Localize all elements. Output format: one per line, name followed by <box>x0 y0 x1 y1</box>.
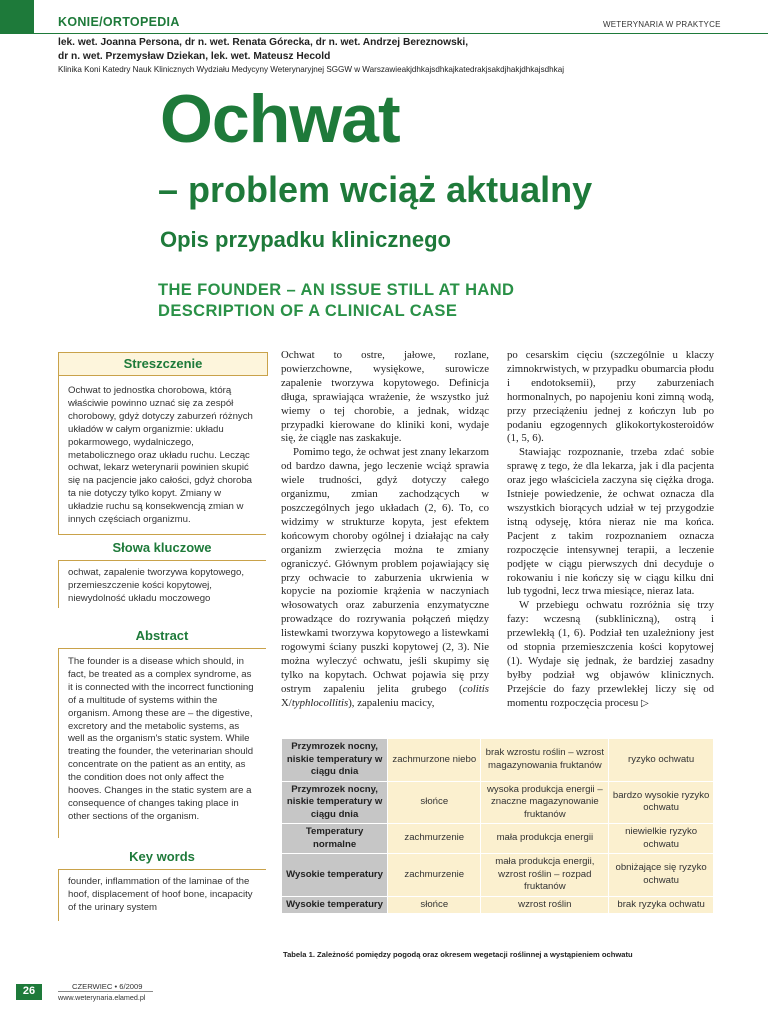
continue-arrow-icon: ▷ <box>641 697 649 709</box>
sidebar-border <box>58 648 59 838</box>
body-paragraph: Stawiając rozpoznanie, trzeba zdać sobie sprawę z tego, że dla lekarza, jak i dla pacjenta oraz jego właściciela zaczyna się ciężka droga. Istnieje powiedzenie, że ochwat oznacza dla wszystkich biorących udział w tej przygodzie istną odyseję, która nieraz nie ma końca. Pacjent z takim rozpoznaniem oznacza rozpoczęcie intensywnej terapii, a leczenie podjęte w ciągu pierwszych dni decyduje o rokowaniu i nie kończy się w ciągu kilku dni lub tygodni, lecz trwa miesiące, nieraz lata. <box>507 446 714 598</box>
slowa-kluczowe-heading: Słowa kluczowe <box>112 540 212 555</box>
body-text: W przebiegu ochwatu rozróżnia się trzy fazy: wczesną (subkliniczną), ostrą i przewlekłą (1, 6). Podział ten uzależniony jest od stopnia przemieszczenia kości kopytowej (1). Wydaje się jednak, że bardziej zasadny byłby podział wg objawów klinicznych. Przejście do fazy przewlekłej liczy się od momentu rozpoczęcia procesu <box>507 599 714 709</box>
weather-founder-table <box>281 738 714 914</box>
sidebar-divider <box>58 560 266 561</box>
article-title: Ochwat <box>160 81 400 157</box>
table-cell: wysoka produkcja energii – znaczne magazynowanie fruktanów <box>481 781 609 824</box>
table-cell: niewielkie ryzyko ochwatu <box>609 824 714 854</box>
issue-date: CZERWIEC • 6/2009 <box>72 982 143 991</box>
journal-url: www.weterynaria.elamed.pl <box>58 993 146 1002</box>
streszczenie-heading: Streszczenie <box>58 352 268 376</box>
table-row <box>282 824 714 854</box>
key-words-heading: Key words <box>129 849 195 864</box>
abstract-text: The founder is a disease which should, in fact, be treated as a complex syndrome, as it is connected with the incorrect functioning of a multitude of systems within the organism. Among these are – the digestive, excretory and the metabolic systems, as well as the organism's static system. While treating the founder, the veterinarian should concentrate on the patient as an entity, as the condition does not only affect the hooves. Changes in the static system are a consequence of changes taking place in other sections of the organism. <box>68 656 254 822</box>
table-cell: zachmurzenie <box>388 824 481 854</box>
row-header: Wysokie temperatury <box>282 896 388 914</box>
italic-term: typhlocollitis <box>291 696 349 709</box>
body-column-1 <box>281 349 489 711</box>
row-header: Przymrozek nocny, niskie temperatury w ciągu dnia <box>282 739 388 782</box>
affiliation: Klinika Koni Katedry Nauk Klinicznych Wydziału Medycyny Weterynaryjnej SGGW w Warszawieakjdhkajsdhkajkatedrakjsakdjhakjdhkajsdhkaj <box>58 65 564 74</box>
body-paragraph <box>507 599 714 710</box>
table-cell: mała produkcja energii <box>481 824 609 854</box>
authors-line-1: lek. wet. Joanna Persona, dr n. wet. Renata Górecka, dr n. wet. Andrzej Bereznowski, <box>58 37 469 48</box>
table-cell: słońce <box>388 896 481 914</box>
authors-line-2: dr n. wet. Przemysław Dziekan, lek. wet. Mateusz Hecold <box>58 51 331 62</box>
table-cell: mała produkcja energii, wzrost roślin – rozpad fruktanów <box>481 854 609 897</box>
body-text: ), zapaleniu macicy, <box>348 696 435 709</box>
table-cell: obniżające się ryzyko ochwatu <box>609 854 714 897</box>
body-paragraph <box>281 446 489 710</box>
header-divider <box>34 33 768 34</box>
table-cell: brak ryzyka ochwatu <box>609 896 714 914</box>
journal-name: WETERYNARIA W PRAKTYCE <box>603 20 721 29</box>
row-header: Wysokie temperatury <box>282 854 388 897</box>
sidebar-border <box>58 376 59 534</box>
article-subtitle: – problem wciąż aktualny <box>158 169 593 210</box>
table-cell: bardzo wysokie ryzyko ochwatu <box>609 781 714 824</box>
sidebar-border <box>58 869 59 921</box>
footer-accent <box>16 999 42 1000</box>
article-case-label: Opis przypadku klinicznego <box>160 227 451 252</box>
table-row <box>282 739 714 782</box>
abstract-heading: Abstract <box>135 628 189 643</box>
section-label: KONIE/ORTOPEDIA <box>58 15 180 29</box>
table-row <box>282 854 714 897</box>
table-row <box>282 896 714 914</box>
table-cell: zachmurzenie <box>388 854 481 897</box>
streszczenie-text: Ochwat to jednostka chorobowa, którą właściwie powinno uznać się za zespół chorobowy, gdyż dotyczy zaburzeń różnych układów w całym organizmie: układu pokarmowego, wydalniczego, metabolicznego oraz układu ruchu. Lecząc ochwat, lekarz weterynarii powinien skupić się na pacjencie jako całości, gdyż choroba ta nie dotyczy tylko kopyt. Zmiany w układzie ruchu są konsekwencją zmian w innych częściach organizmu. <box>68 385 253 526</box>
sidebar-border <box>58 560 59 608</box>
body-paragraph: Ochwat to ostre, jałowe, rozlane, powierzchowne, wysiękowe, surowicze zapalenie tworzywa kopytowego. Definicja długa, sprawiająca wrażenie, że wszystko już wiemy o tej chorobie, a jednak, widząc przypadki kierowane do kliniki koni, wydaje się, że ciągle nas zaskakuje. <box>281 349 489 445</box>
sidebar-divider <box>58 648 266 649</box>
row-header: Temperatury normalne <box>282 824 388 854</box>
sidebar-divider <box>58 534 266 535</box>
body-text: X/ <box>281 696 292 709</box>
sidebar-divider <box>58 869 266 870</box>
table-cell: brak wzrostu roślin – wzrost magazynowania fruktanów <box>481 739 609 782</box>
key-words-text: founder, inflammation of the laminae of the hoof, displacement of hoof bone, incapacity of the urinary system <box>68 876 253 913</box>
table-cell: słońce <box>388 781 481 824</box>
body-paragraph: po cesarskim cięciu (szczególnie u klaczy zimnokrwistych, w przypadku obumarcia płodu i endotoksemii), przy zaburzeniach hormonalnych, po napojeniu koni zimną wodą, przy przeciążeniu jednej z kończyn lub po podaniu egzogennych glikokortykosteroidów (1, 5, 6). <box>507 349 714 445</box>
table-cell: wzrost roślin <box>481 896 609 914</box>
page-number: 26 <box>16 984 42 999</box>
english-title-line-1: THE FOUNDER – AN ISSUE STILL AT HAND <box>158 281 515 299</box>
row-header: Przymrozek nocny, niskie temperatury w ciągu dnia <box>282 781 388 824</box>
footer-divider <box>58 991 153 992</box>
corner-accent <box>0 0 34 34</box>
table-cell: ryzyko ochwatu <box>609 739 714 782</box>
body-text: Pomimo tego, że ochwat jest znany lekarzom od bardzo dawna, jego leczenie wciąż sprawia wiele trudności, gdyż dotyczy całego organizmu, zmian zachodzących w poszczególnych jego układach (2, 6). To, co widzimy w strukturze kopyta, jest efektem końcowym choroby ogólnej i działając na cały organizm zwierzęcia można te zmiany ograniczyć. Głównym problem pojawiający się przy ochwacie to zaburzenia ukrwienia w kopycie na poziomie krążenia w naczyniach włosowatych oraz zaburzenia enzymatyczne prowadzące do rozrywania połączeń między listewkami tworzywa kopytowego a listewkami rogowymi ściany puszki kopytowej (2, 3). Nie można wyleczyć ochwatu, jeśli skupimy się tylko na kopytach. Ochwat pojawia się przy ostrym zapaleniu jelita grubego ( <box>281 446 489 695</box>
table-caption: Tabela 1. Zależność pomiędzy pogodą oraz okresem wegetacji roślinnej a wystąpieniem ochwatu <box>283 950 633 959</box>
table-row <box>282 781 714 824</box>
italic-term: colitis <box>462 682 489 695</box>
body-column-2 <box>507 349 714 711</box>
table-cell: zachmurzone niebo <box>388 739 481 782</box>
english-title-line-2: DESCRIPTION OF A CLINICAL CASE <box>158 302 458 320</box>
slowa-kluczowe-text: ochwat, zapalenie tworzywa kopytowego, przemieszczenie kości kopytowej, niewydolność układu moczowego <box>68 567 244 604</box>
